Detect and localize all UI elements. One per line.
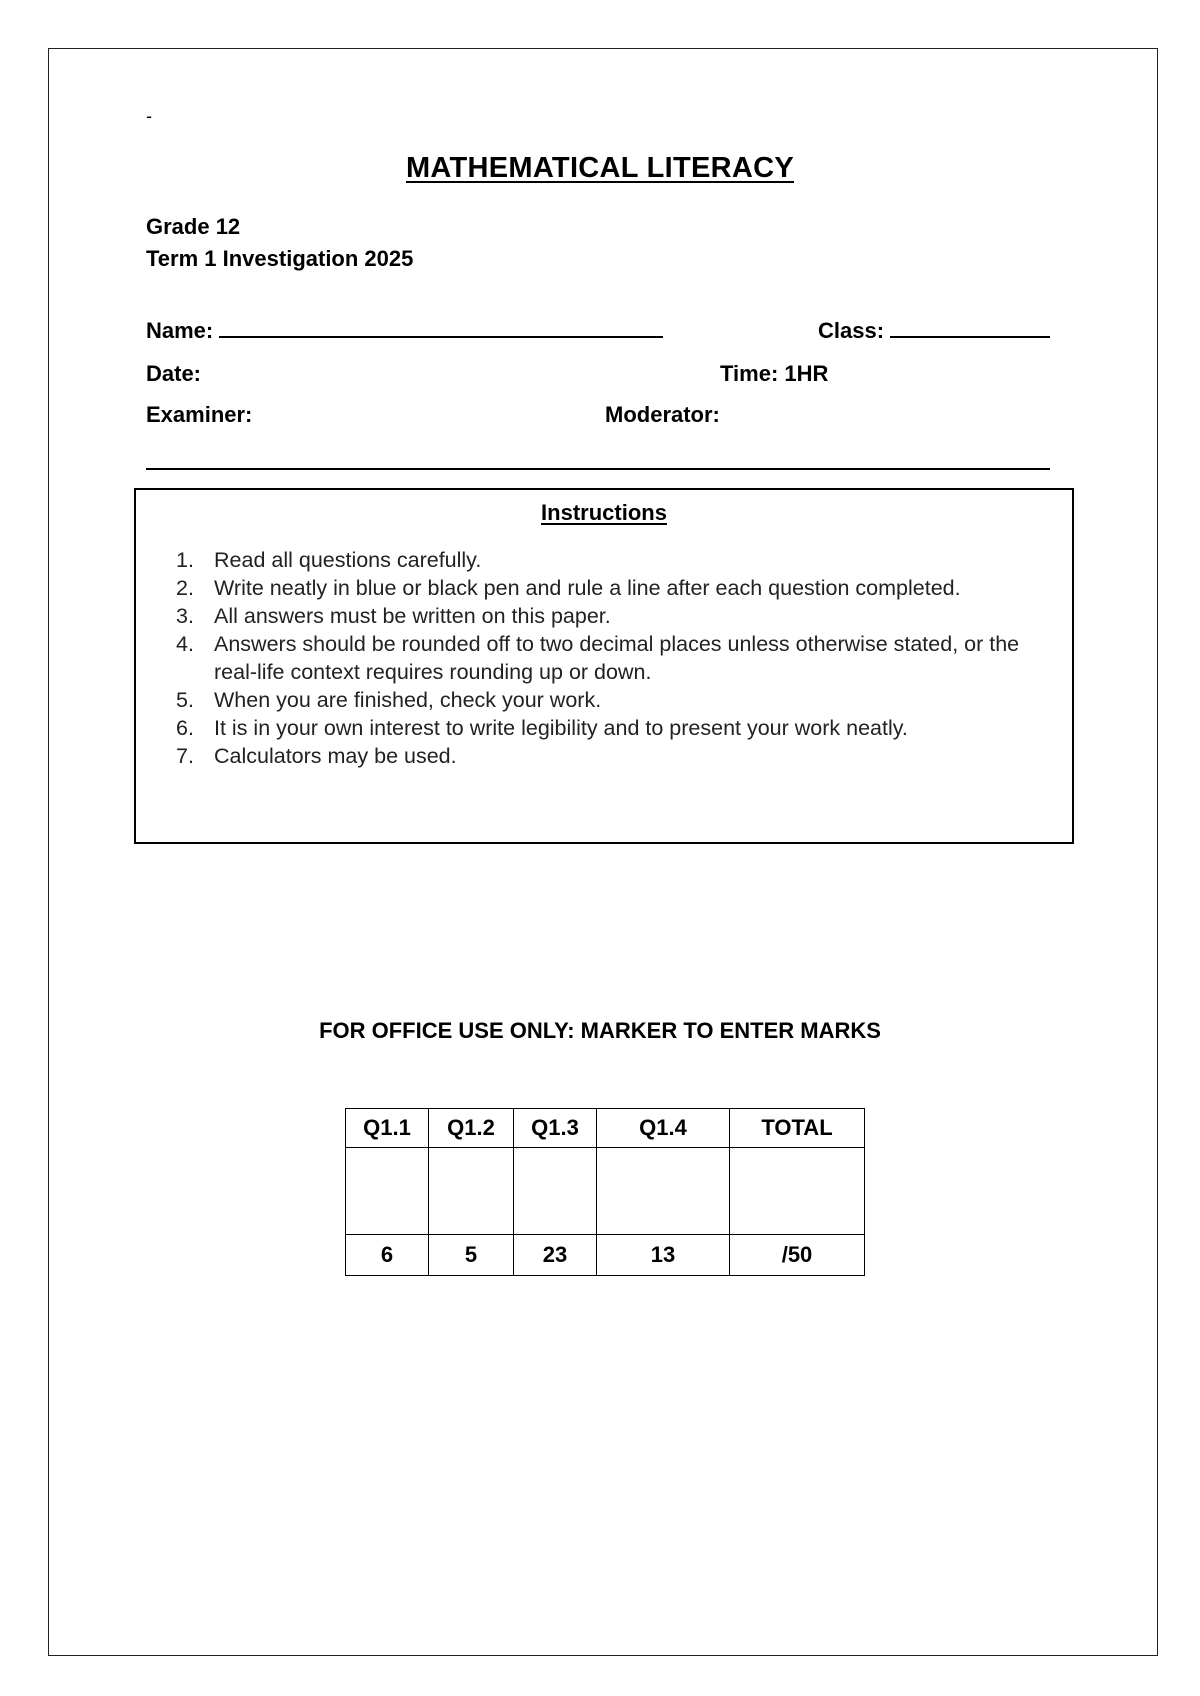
name-label: Name: bbox=[146, 318, 214, 343]
separator-line bbox=[146, 468, 1050, 470]
mark-entry-cell-q1-4[interactable] bbox=[597, 1148, 730, 1235]
column-header-q1-2: Q1.2 bbox=[429, 1109, 514, 1148]
mark-entry-cell-total[interactable] bbox=[730, 1148, 865, 1235]
list-item: 5. When you are finished, check your work. bbox=[176, 688, 602, 712]
examiner-label: Examiner: bbox=[146, 402, 253, 427]
name-field[interactable] bbox=[146, 318, 663, 344]
class-field[interactable] bbox=[818, 318, 1050, 344]
max-mark-q1-1: 6 bbox=[346, 1235, 429, 1276]
list-item: 6. It is in your own interest to write legibility and to present your work neatly. bbox=[176, 716, 908, 740]
list-item: 2. Write neatly in blue or black pen and rule a line after each question completed. bbox=[176, 576, 961, 600]
column-header-q1-1: Q1.1 bbox=[346, 1109, 429, 1148]
dash-mark: - bbox=[146, 106, 152, 126]
term-label: Term 1 Investigation 2025 bbox=[146, 246, 414, 271]
date-label: Date: bbox=[146, 361, 202, 386]
column-header-q1-4: Q1.4 bbox=[597, 1109, 730, 1148]
table-row bbox=[346, 1235, 865, 1276]
mark-entry-cell-q1-1[interactable] bbox=[346, 1148, 429, 1235]
list-item: 4. Answers should be rounded off to two decimal places unless otherwise stated, or the real-life context requires rounding up or down. bbox=[176, 632, 1020, 684]
list-item: 1. Read all questions carefully. bbox=[176, 548, 482, 572]
moderator-label: Moderator: bbox=[605, 402, 720, 427]
class-blank-line[interactable] bbox=[890, 318, 1050, 338]
instructions-list bbox=[176, 546, 1056, 770]
office-use-heading: FOR OFFICE USE ONLY: MARKER TO ENTER MARKS bbox=[319, 1018, 881, 1043]
instructions-box bbox=[134, 488, 1074, 844]
list-item: 3. All answers must be written on this paper. bbox=[176, 604, 611, 628]
time-label: Time: 1HR bbox=[720, 361, 829, 386]
page-title: MATHEMATICAL LITERACY bbox=[405, 152, 795, 184]
column-header-q1-3: Q1.3 bbox=[514, 1109, 597, 1148]
column-header-total: TOTAL bbox=[730, 1109, 865, 1148]
max-mark-q1-4: 13 bbox=[597, 1235, 730, 1276]
table-row bbox=[346, 1148, 865, 1235]
grade-label: Grade 12 bbox=[146, 214, 241, 239]
instructions-heading: Instructions bbox=[541, 500, 667, 525]
marks-table bbox=[345, 1108, 865, 1276]
page-border bbox=[48, 48, 1158, 1656]
max-mark-q1-2: 5 bbox=[429, 1235, 514, 1276]
list-item: 7. Calculators may be used. bbox=[176, 744, 457, 768]
max-mark-total: /50 bbox=[730, 1235, 865, 1276]
mark-entry-cell-q1-3[interactable] bbox=[514, 1148, 597, 1235]
class-label: Class: bbox=[818, 318, 885, 343]
mark-entry-cell-q1-2[interactable] bbox=[429, 1148, 514, 1235]
table-row bbox=[346, 1109, 865, 1148]
max-mark-q1-3: 23 bbox=[514, 1235, 597, 1276]
name-blank-line[interactable] bbox=[219, 318, 663, 338]
